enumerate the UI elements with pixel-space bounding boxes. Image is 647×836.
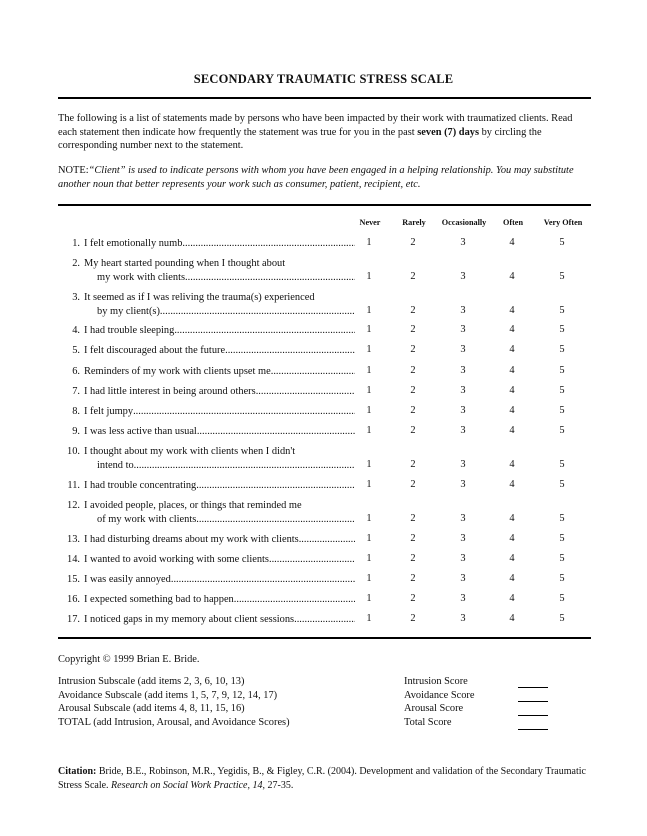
leader-dots <box>234 593 355 607</box>
item-number: 6. <box>72 365 80 377</box>
item-number: 9. <box>72 426 80 438</box>
table-row <box>60 324 355 338</box>
column-header-never: Never <box>359 218 381 227</box>
score-option-3[interactable]: 3 <box>460 478 466 490</box>
subscale-label-arousal: Arousal Subscale (add items 4, 8, 11, 15, 16) <box>58 703 245 714</box>
leader-dots <box>160 305 355 319</box>
leader-dots <box>133 405 355 419</box>
item-statement: by my client(s) <box>97 305 160 317</box>
item-number: 11. <box>67 479 80 491</box>
column-header-occasionally: Occasionally <box>441 218 487 227</box>
table-row <box>60 237 355 251</box>
score-option-1[interactable]: 1 <box>366 364 372 376</box>
citation-pages: 27-35. <box>265 779 294 791</box>
score-option-1[interactable]: 1 <box>366 459 372 471</box>
score-option-4[interactable]: 4 <box>509 425 515 437</box>
score-blank-arousal[interactable] <box>518 715 548 716</box>
score-option-1[interactable]: 1 <box>366 324 372 336</box>
item-text-line <box>60 405 355 419</box>
score-option-5[interactable]: 5 <box>559 593 565 605</box>
item-statement: I felt jumpy <box>84 406 134 417</box>
citation-label: Citation: <box>58 766 97 777</box>
table-row <box>60 385 355 399</box>
score-option-1[interactable]: 1 <box>366 405 372 416</box>
score-option-4[interactable]: 4 <box>509 364 515 376</box>
item-statement: I thought about my work with clients when I didn't <box>84 446 296 458</box>
item-number: 12. <box>67 500 80 512</box>
score-option-2[interactable]: 2 <box>410 364 416 376</box>
score-option-4[interactable]: 4 <box>509 613 515 625</box>
score-option-4[interactable]: 4 <box>509 532 515 544</box>
score-option-1[interactable]: 1 <box>366 271 372 283</box>
score-option-2[interactable]: 2 <box>410 405 416 416</box>
item-statement: I had trouble concentrating <box>84 479 197 491</box>
item-text-line <box>60 593 355 607</box>
item-text-line <box>60 479 355 493</box>
score-option-3[interactable]: 3 <box>460 459 466 471</box>
item-statement: I was less active than usual <box>84 426 197 438</box>
item-text-line <box>60 291 355 305</box>
item-text-line <box>60 385 355 399</box>
score-option-3[interactable]: 3 <box>460 513 466 525</box>
score-option-3[interactable]: 3 <box>460 573 466 584</box>
score-option-3[interactable]: 3 <box>460 344 466 356</box>
score-option-2[interactable]: 2 <box>410 237 416 248</box>
item-text-line <box>60 237 355 251</box>
score-option-3[interactable]: 3 <box>460 532 466 544</box>
score-option-5[interactable]: 5 <box>559 613 565 625</box>
score-option-3[interactable]: 3 <box>460 613 466 625</box>
table-row <box>60 499 355 527</box>
instructions-text: The following is a list of statements made by persons who have been impacted by their work with traumatized clients. Read each statement then indicate how frequently the statement was true for you in the past <box>58 113 573 138</box>
item-number: 4. <box>72 325 80 337</box>
score-option-4[interactable]: 4 <box>509 552 515 564</box>
score-option-3[interactable]: 3 <box>460 593 466 605</box>
score-option-1[interactable]: 1 <box>366 513 372 525</box>
note-prefix: NOTE: <box>58 165 89 176</box>
column-header-rarely: Rarely <box>402 218 426 227</box>
table-row <box>60 613 355 627</box>
score-option-2[interactable]: 2 <box>410 613 416 625</box>
score-option-5[interactable]: 5 <box>559 271 565 283</box>
score-option-4[interactable]: 4 <box>509 459 515 471</box>
item-statement: I had little interest in being around others <box>84 385 256 397</box>
score-option-5[interactable]: 5 <box>559 478 565 490</box>
score-option-4[interactable]: 4 <box>509 384 515 396</box>
leader-dots <box>185 271 355 285</box>
item-statement: I expected something bad to happen <box>84 594 234 606</box>
item-statement: I felt emotionally numb <box>84 238 183 249</box>
score-option-5[interactable]: 5 <box>559 552 565 564</box>
score-option-1[interactable]: 1 <box>366 573 372 584</box>
score-option-4[interactable]: 4 <box>509 344 515 356</box>
score-option-1[interactable]: 1 <box>366 237 372 248</box>
item-text-line <box>60 533 355 547</box>
item-statement: I was easily annoyed <box>84 574 171 585</box>
item-statement: I wanted to avoid working with some clients <box>84 553 269 565</box>
subscale-label-avoidance: Avoidance Subscale (add items 1, 5, 7, 9, 12, 14, 17) <box>58 690 278 701</box>
score-option-3[interactable]: 3 <box>460 384 466 396</box>
score-option-2[interactable]: 2 <box>410 304 416 316</box>
item-text-line <box>60 499 355 513</box>
score-option-4[interactable]: 4 <box>509 237 515 248</box>
item-statement: I had trouble sleeping <box>84 325 175 337</box>
item-statement: Reminders of my work with clients upset me <box>84 365 271 377</box>
leader-dots <box>256 385 355 399</box>
score-option-5[interactable]: 5 <box>559 304 565 316</box>
leader-dots <box>196 479 355 493</box>
copyright: Copyright © 1999 Brian E. Bride. <box>58 654 200 665</box>
score-label-avoidance: Avoidance Score <box>404 690 475 701</box>
item-statement: My heart started pounding when I thought about <box>84 258 286 270</box>
score-option-3[interactable]: 3 <box>460 405 466 416</box>
score-option-2[interactable]: 2 <box>410 532 416 544</box>
score-option-1[interactable]: 1 <box>366 613 372 625</box>
table-row <box>60 344 355 358</box>
item-number: 15. <box>67 574 80 585</box>
score-option-5[interactable]: 5 <box>559 237 565 248</box>
note <box>58 164 588 191</box>
item-text-line <box>60 553 355 567</box>
score-blank-avoidance[interactable] <box>518 701 548 702</box>
score-option-2[interactable]: 2 <box>410 478 416 490</box>
leader-dots <box>197 425 355 439</box>
item-number: 10. <box>67 446 80 458</box>
item-number: 2. <box>72 258 80 270</box>
score-option-3[interactable]: 3 <box>460 304 466 316</box>
table-row <box>60 425 355 439</box>
score-label-total: Total Score <box>404 717 452 728</box>
item-statement: I avoided people, places, or things that reminded me <box>84 500 302 512</box>
item-number: 1. <box>72 238 80 249</box>
table-row <box>60 553 355 567</box>
score-option-2[interactable]: 2 <box>410 344 416 356</box>
item-statement: I had disturbing dreams about my work with clients <box>84 533 299 545</box>
score-option-4[interactable]: 4 <box>509 513 515 525</box>
score-option-5[interactable]: 5 <box>559 364 565 376</box>
item-statement: my work with clients <box>97 272 186 284</box>
table-row <box>60 573 355 587</box>
score-option-1[interactable]: 1 <box>366 552 372 564</box>
score-option-5[interactable]: 5 <box>559 425 565 437</box>
score-option-2[interactable]: 2 <box>410 271 416 283</box>
score-option-1[interactable]: 1 <box>366 304 372 316</box>
subscale-label-intrusion: Intrusion Subscale (add items 2, 3, 6, 10, 13) <box>58 676 245 687</box>
item-text-line <box>60 573 355 587</box>
item-number: 14. <box>67 553 80 565</box>
score-label-arousal: Arousal Score <box>404 703 464 714</box>
item-statement: I felt discouraged about the future <box>84 345 226 357</box>
score-option-5[interactable]: 5 <box>559 459 565 471</box>
score-option-4[interactable]: 4 <box>509 573 515 584</box>
score-option-4[interactable]: 4 <box>509 405 515 416</box>
citation-text: Bride, B.E., Robinson, M.R., Yegidis, B., & Figley, C.R. (2004). Development and validation of the Secondary Traumatic Stress Scale. <box>58 766 586 791</box>
item-text-line <box>60 257 355 271</box>
item-number: 17. <box>67 614 80 626</box>
score-option-1[interactable]: 1 <box>366 384 372 396</box>
score-option-4[interactable]: 4 <box>509 271 515 283</box>
item-number: 7. <box>72 385 80 397</box>
item-text-line <box>60 344 355 358</box>
leader-dots <box>134 459 355 473</box>
score-option-3[interactable]: 3 <box>460 237 466 248</box>
score-option-5[interactable]: 5 <box>559 532 565 544</box>
table-row <box>60 445 355 473</box>
column-header-often: Often <box>502 218 523 227</box>
item-statement: of my work with clients <box>97 514 197 526</box>
item-statement: intend to <box>97 460 134 472</box>
item-text-line <box>60 365 355 379</box>
score-option-2[interactable]: 2 <box>410 324 416 336</box>
score-option-2[interactable]: 2 <box>410 593 416 605</box>
leader-dots <box>171 573 355 587</box>
score-option-2[interactable]: 2 <box>410 425 416 437</box>
score-option-1[interactable]: 1 <box>366 344 372 356</box>
leader-dots <box>271 365 355 379</box>
item-number: 8. <box>72 406 80 417</box>
item-number: 3. <box>72 291 80 303</box>
column-header-very-often: Very Often <box>543 218 583 227</box>
score-option-5[interactable]: 5 <box>559 384 565 396</box>
leader-dots <box>294 613 355 627</box>
score-option-5[interactable]: 5 <box>559 573 565 584</box>
table-row <box>60 257 355 285</box>
score-option-4[interactable]: 4 <box>509 478 515 490</box>
item-statement: I noticed gaps in my memory about client sessions <box>84 614 295 626</box>
table-row <box>60 533 355 547</box>
score-label-intrusion: Intrusion Score <box>404 676 468 687</box>
score-option-1[interactable]: 1 <box>366 532 372 544</box>
item-text-continuation <box>60 305 355 319</box>
table-row <box>60 291 355 319</box>
score-option-2[interactable]: 2 <box>410 513 416 525</box>
score-blank-intrusion[interactable] <box>518 687 548 688</box>
score-option-5[interactable]: 5 <box>559 513 565 525</box>
table-top-rule <box>58 204 591 206</box>
table-row <box>60 479 355 493</box>
subscale-label-total: TOTAL (add Intrusion, Arousal, and Avoidance Scores) <box>58 717 290 728</box>
instructions-emphasis: seven (7) days <box>417 126 479 138</box>
score-option-3[interactable]: 3 <box>460 324 466 336</box>
score-option-4[interactable]: 4 <box>509 593 515 605</box>
score-option-1[interactable]: 1 <box>366 593 372 605</box>
page-title: SECONDARY TRAUMATIC STRESS SCALE <box>193 72 454 86</box>
score-option-5[interactable]: 5 <box>559 344 565 356</box>
score-option-2[interactable]: 2 <box>410 552 416 564</box>
score-option-3[interactable]: 3 <box>460 271 466 283</box>
item-number: 16. <box>67 594 80 606</box>
leader-dots <box>174 324 355 338</box>
score-option-3[interactable]: 3 <box>460 552 466 564</box>
leader-dots <box>196 513 355 527</box>
citation-journal: Research on Social Work Practice, 14, <box>111 779 265 791</box>
leader-dots <box>225 344 355 358</box>
score-option-1[interactable]: 1 <box>366 425 372 437</box>
score-option-2[interactable]: 2 <box>410 573 416 584</box>
score-option-1[interactable]: 1 <box>366 478 372 490</box>
item-text-line <box>60 445 355 459</box>
item-text-continuation <box>60 513 355 527</box>
score-option-3[interactable]: 3 <box>460 425 466 437</box>
note-text: “Client” is used to indicate persons with whom you have been engaged in a helping relationship. You may substitute another noun that better represents your work such as consumer, patient, recipient, etc. <box>58 165 574 190</box>
table-row <box>60 365 355 379</box>
item-text-line <box>60 613 355 627</box>
item-text-line <box>60 324 355 338</box>
item-number: 5. <box>72 345 80 357</box>
item-number: 13. <box>67 533 80 545</box>
leader-dots <box>269 553 355 567</box>
item-statement: It seemed as if I was reliving the trauma(s) experienced <box>84 291 315 303</box>
item-text-continuation <box>60 459 355 473</box>
score-option-5[interactable]: 5 <box>559 324 565 336</box>
score-option-2[interactable]: 2 <box>410 384 416 396</box>
score-option-4[interactable]: 4 <box>509 324 515 336</box>
table-bottom-rule <box>58 637 591 639</box>
item-text-line <box>60 425 355 439</box>
table-row <box>60 405 355 419</box>
citation <box>58 765 588 792</box>
score-option-3[interactable]: 3 <box>460 364 466 376</box>
score-option-5[interactable]: 5 <box>559 405 565 416</box>
table-row <box>60 593 355 607</box>
instructions <box>58 112 588 153</box>
score-option-4[interactable]: 4 <box>509 304 515 316</box>
item-text-continuation <box>60 271 355 285</box>
leader-dots <box>299 533 355 547</box>
score-option-2[interactable]: 2 <box>410 459 416 471</box>
top-rule <box>58 97 591 99</box>
score-blank-total[interactable] <box>518 729 548 730</box>
instructions-text-end: by circling the corresponding number next to the statement. <box>58 126 542 151</box>
leader-dots <box>182 237 355 251</box>
